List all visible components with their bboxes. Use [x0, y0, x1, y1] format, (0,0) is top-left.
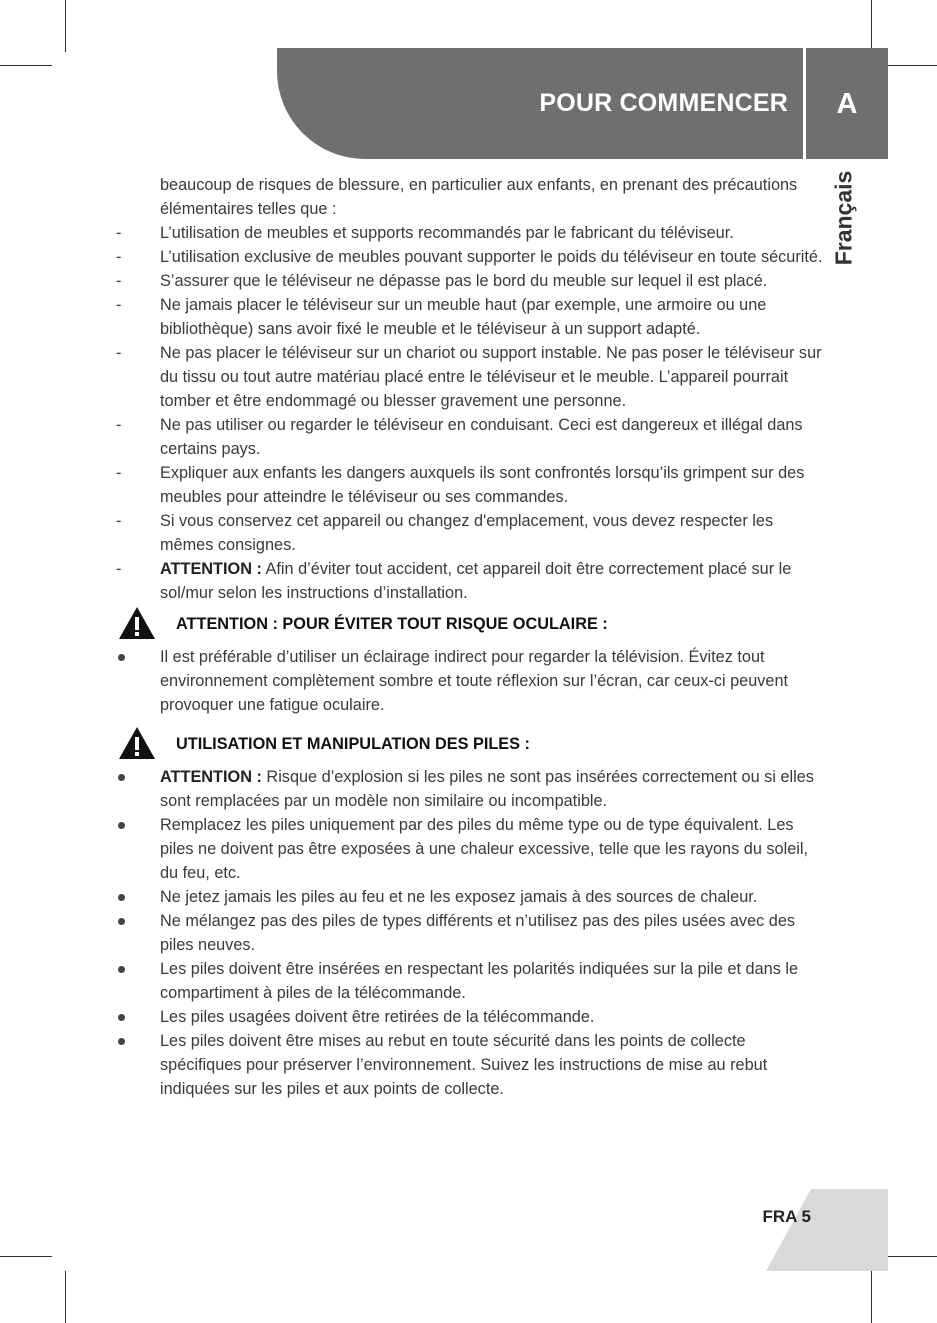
intro-paragraph [110, 173, 830, 221]
battery-attention-item [110, 765, 830, 813]
dash-marker: - [116, 272, 122, 290]
list-item [110, 957, 830, 1005]
list-item-text: Les piles doivent être mises au rebut en toute sécurité dans les points de collecte spécifiques pour préserver l’environnement. Suivez les instructions de mise au rebut indiquées sur les piles et aux points de collecte. [160, 1032, 768, 1098]
crop-mark [0, 1256, 52, 1257]
list-item-text: Les piles doivent être insérées en respectant les polarités indiquées sur la pile et dans le compartiment à piles de la télécommande. [160, 960, 799, 1002]
list-item-text: Ne pas placer le téléviseur sur un chariot ou support instable. Ne pas poser le téléviseur sur du tissu ou tout autre matériau placé entre le téléviseur et le meuble. L’appareil pourrait tomber et être endommagé ou blesser gravement une personne. [160, 344, 822, 410]
crop-mark [871, 1271, 872, 1323]
page-number: FRA 5 [762, 1207, 811, 1226]
dash-marker: - [116, 416, 122, 434]
dash-marker: - [116, 512, 122, 530]
dash-marker: - [116, 224, 122, 242]
list-item-text: S’assurer que le téléviseur ne dépasse pas le bord du meuble sur lequel il est placé. [160, 272, 768, 290]
list-item-text: Expliquer aux enfants les dangers auxquels ils sont confrontés lorsqu’ils grimpent sur des meubles pour atteindre le téléviseur ou ses commandes. [160, 464, 805, 506]
battery-warning-title: UTILISATION ET MANIPULATION DES PILES : [176, 735, 530, 753]
list-item-text: Ne jamais placer le téléviseur sur un meuble haut (par exemple, une armoire ou une bibliothèque) sans avoir fixé le meuble et le téléviseur à un support adapté. [160, 296, 767, 338]
battery-list [110, 813, 830, 1101]
section-letter: A [836, 88, 858, 120]
bullet-icon [118, 774, 125, 781]
page-title: POUR COMMENCER [539, 89, 788, 117]
warning-triangle-icon [118, 726, 156, 760]
eye-warning-title: ATTENTION : POUR ÉVITER TOUT RISQUE OCULAIRE : [176, 615, 608, 633]
attention-text: Risque d’explosion si les piles ne sont pas insérées correctement ou si elles sont remplacées par un modèle non similaire ou incompatible. [160, 768, 814, 810]
list-item-text: Il est préférable d’utiliser un éclairage indirect pour regarder la télévision. Évitez tout environnement complètement sombre et toute réflexion sur l’écran, car ceux-ci peuvent provoquer une fatigue oculaire. [160, 648, 789, 714]
bullet-icon [118, 822, 125, 829]
list-item [110, 413, 830, 461]
list-item [110, 885, 830, 909]
dash-marker: - [116, 248, 122, 266]
crop-mark [0, 65, 52, 66]
list-item [110, 341, 830, 413]
crop-mark [65, 0, 66, 52]
bullet-icon [118, 918, 125, 925]
bullet-icon [118, 654, 125, 661]
list-item [110, 245, 830, 269]
crop-mark [885, 1256, 937, 1257]
list-item [110, 645, 830, 717]
warning-triangle-icon [118, 606, 156, 640]
footer-band [766, 1189, 888, 1271]
eye-warning-heading [110, 605, 830, 645]
bullet-icon [118, 894, 125, 901]
bullet-icon [118, 1038, 125, 1045]
section-box [806, 48, 888, 159]
crop-mark [65, 1271, 66, 1323]
crop-mark [871, 0, 872, 52]
list-item [110, 1029, 830, 1101]
list-item [110, 221, 830, 245]
attention-label: ATTENTION : [160, 560, 262, 578]
list-item [110, 909, 830, 957]
list-item [110, 269, 830, 293]
header-band [277, 48, 806, 159]
language-tab: Français [830, 170, 857, 266]
page-content [110, 173, 830, 1101]
battery-warning-heading [110, 725, 830, 765]
list-item-text: Remplacez les piles uniquement par des piles du même type ou de type équivalent. Les piles ne doivent pas être exposées à une chaleur excessive, telle que les rayons du soleil, du feu, etc. [160, 816, 809, 882]
crop-mark [885, 65, 937, 66]
list-item [110, 509, 830, 557]
list-item-text: L’utilisation exclusive de meubles pouvant supporter le poids du téléviseur en toute sécurité. [160, 248, 823, 266]
dash-marker: - [116, 464, 122, 482]
list-item [110, 813, 830, 885]
list-item-text: Les piles usagées doivent être retirées de la télécommande. [160, 1008, 595, 1026]
list-item [110, 461, 830, 509]
list-item-text: Ne pas utiliser ou regarder le téléviseur en conduisant. Ceci est dangereux et illégal dans certains pays. [160, 416, 803, 458]
dash-attention-item [110, 557, 830, 605]
dash-marker: - [116, 344, 122, 362]
dash-marker: - [116, 296, 122, 314]
bullet-icon [118, 1014, 125, 1021]
list-item [110, 293, 830, 341]
dash-list [110, 221, 830, 557]
bullet-icon [118, 966, 125, 973]
dash-marker: - [116, 560, 122, 578]
eye-list [110, 645, 830, 717]
list-item [110, 1005, 830, 1029]
list-item-text: L’utilisation de meubles et supports recommandés par le fabricant du téléviseur. [160, 224, 734, 242]
intro-text: beaucoup de risques de blessure, en particulier aux enfants, en prenant des précautions élémentaires telles que : [160, 176, 798, 218]
list-item-text: Si vous conservez cet appareil ou changez d'emplacement, vous devez respecter les mêmes consignes. [160, 512, 774, 554]
attention-text: Afin d’éviter tout accident, cet appareil doit être correctement placé sur le sol/mur selon les instructions d’installation. [160, 560, 792, 602]
list-item-text: Ne jetez jamais les piles au feu et ne les exposez jamais à des sources de chaleur. [160, 888, 758, 906]
attention-label: ATTENTION : [160, 768, 262, 786]
list-item-text: Ne mélangez pas des piles de types différents et n’utilisez pas des piles usées avec des piles neuves. [160, 912, 796, 954]
